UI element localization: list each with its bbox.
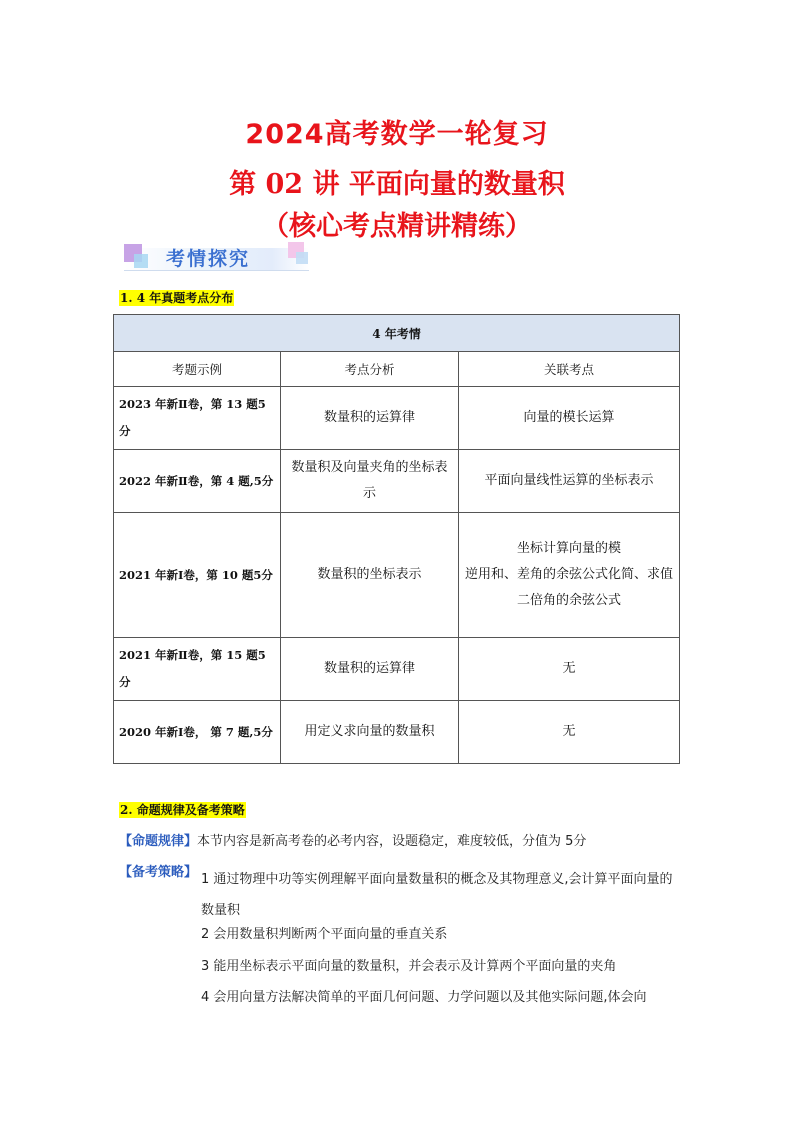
related-item: 无 — [562, 661, 576, 676]
exam-example-cell: 2021 年新Ⅰ卷，第 10 题5分 — [114, 513, 281, 638]
table-header-row — [114, 352, 680, 387]
strategy-tag-wrap — [119, 864, 197, 882]
column-header: 考点分析 — [281, 352, 459, 387]
rule-paragraph — [119, 833, 684, 851]
analysis-cell: 数量积及向量夹角的坐标表示 — [281, 450, 459, 513]
related-item: 向量的模长运算 — [523, 410, 615, 425]
related-cell — [459, 450, 680, 513]
related-item: 坐标计算向量的模 — [516, 541, 621, 556]
table-row — [114, 513, 680, 638]
related-item: 二倍角的余弦公式 — [516, 593, 621, 608]
related-item: 无 — [562, 724, 576, 739]
related-item: 平面向量线性运算的坐标表示 — [484, 473, 654, 488]
analysis-cell: 数量积的运算律 — [281, 387, 459, 450]
banner-decor-square — [296, 252, 308, 264]
table-row — [114, 701, 680, 764]
exam-example-cell: 2023 年新Ⅱ卷，第 13 题5分 — [114, 387, 281, 450]
rule-tag: 【命题规律】 — [119, 834, 198, 849]
related-item: 逆用和、差角的余弦公式化简、求值 — [465, 567, 674, 582]
strategy-item: 4 会用向量方法解决简单的平面几何问题、力学问题以及其他实际问题,体会向 — [201, 990, 647, 1005]
exam-table — [113, 314, 680, 764]
strategy-tag: 【备考策略】 — [119, 865, 198, 880]
analysis-cell: 数量积的运算律 — [281, 638, 459, 701]
table-row — [114, 638, 680, 701]
strategy-item: 1 通过物理中功等实例理解平面向量数量积的概念及其物理意义,会计算平面向量的数量积 — [201, 872, 673, 918]
table-row — [114, 387, 680, 450]
title-subtitle: （核心考点精讲精练） — [262, 211, 532, 242]
exam-example-cell: 2021 年新Ⅱ卷，第 15 题5分 — [114, 638, 281, 701]
banner-decor-square — [134, 254, 148, 268]
analysis-cell: 用定义求向量的数量积 — [281, 701, 459, 764]
banner-text: 考情探究 — [166, 248, 251, 270]
strategy-item: 3 能用坐标表示平面向量的数量积，并会表示及计算两个平面向量的夹角 — [201, 959, 617, 974]
strategy-item: 2 会用数量积判断两个平面向量的垂直关系 — [201, 927, 448, 942]
section-banner — [124, 238, 309, 278]
table-caption-row — [114, 315, 680, 352]
title-lecture: 第 02 讲 平面向量的数量积 — [229, 169, 565, 200]
section1-label: 1. 4 年真题考点分布 — [120, 291, 234, 305]
analysis-cell: 数量积的坐标表示 — [281, 513, 459, 638]
related-cell — [459, 513, 680, 638]
related-cell — [459, 638, 680, 701]
rule-text: 本节内容是新高考卷的必考内容，设题稳定，难度较低，分值为 5分 — [197, 834, 587, 849]
exam-example-cell: 2022 年新Ⅱ卷，第 4 题,5分 — [114, 450, 281, 513]
section2-label: 2. 命题规律及备考策略 — [120, 803, 245, 817]
related-cell — [459, 387, 680, 450]
related-cell — [459, 701, 680, 764]
exam-example-cell: 2020 年新Ⅰ卷， 第 7 题,5分 — [114, 701, 281, 764]
table-caption: 4 年考情 — [114, 315, 680, 352]
title-main: 2024高考数学一轮复习 — [245, 119, 549, 150]
column-header: 关联考点 — [459, 352, 680, 387]
table-row — [114, 450, 680, 513]
column-header: 考题示例 — [114, 352, 281, 387]
